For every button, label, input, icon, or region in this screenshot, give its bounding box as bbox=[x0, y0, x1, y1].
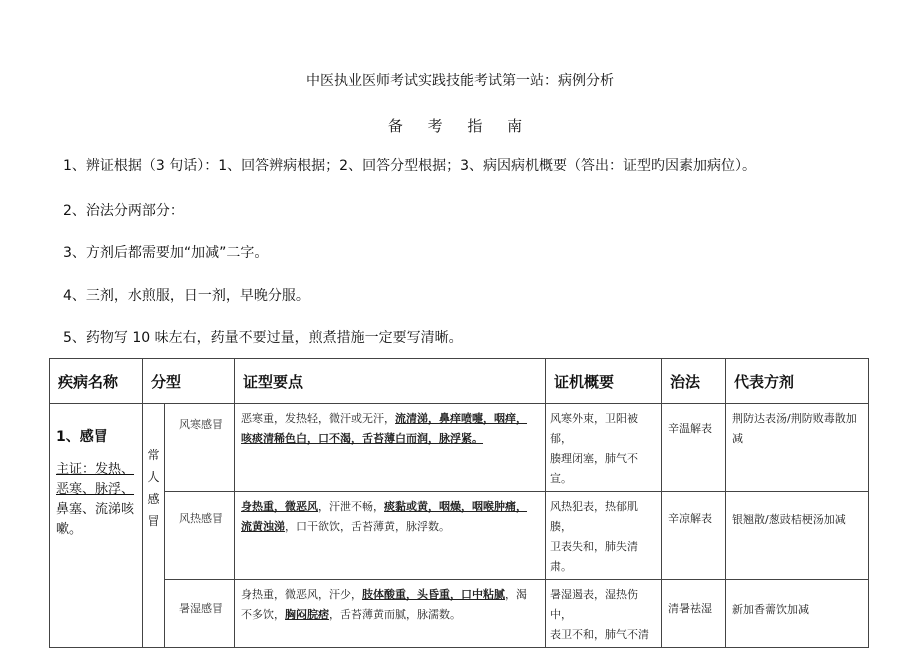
key-symptom-text: 肢体酸重，头昏重，口中粘腻 bbox=[362, 588, 506, 601]
key-symptom-text: 咳痰清稀色白，口不渴，舌苔薄白而润，脉浮紧。 bbox=[241, 432, 484, 445]
symptoms-cell bbox=[235, 580, 546, 648]
guide-point-2: 2、治法分两部分： bbox=[63, 203, 184, 219]
guide-point-1: 1、辨证根据（3 句话）：1、回答辨病根据；2、回答分型根据；3、病因病机概要（答出：证型旳因素加病位）。 bbox=[63, 158, 756, 174]
mechanism-line: 风热犯表，热郁肌腠， bbox=[550, 500, 639, 533]
symptoms-cell bbox=[235, 404, 546, 492]
main-symptom-line: 主证：发热、 bbox=[56, 462, 135, 477]
symptom-text: ，渴 bbox=[505, 588, 528, 601]
symptom-text: 恶寒重，发热轻，微汗或无汗， bbox=[241, 412, 396, 425]
disease-cell bbox=[50, 404, 143, 648]
group-label-char: 感 bbox=[147, 492, 160, 506]
symptom-text: ，汗泄不畅， bbox=[318, 500, 385, 513]
key-symptom-text: 身热重，微恶风 bbox=[241, 500, 319, 513]
guide-point-3: 3、方剂后都需要加“加减”二字。 bbox=[63, 245, 269, 261]
header-symptoms: 证型要点 bbox=[235, 359, 546, 404]
group-label-char: 人 bbox=[147, 470, 160, 484]
symptom-text: 不多饮， bbox=[241, 608, 286, 621]
mechanism-line: 腠理闭塞，肺气不宣。 bbox=[550, 452, 639, 485]
syndrome-table bbox=[49, 358, 869, 648]
header-mechanism: 证机概要 bbox=[546, 359, 662, 404]
main-symptom-line: 恶寒、脉浮、 bbox=[56, 482, 135, 497]
header-type: 分型 bbox=[143, 359, 235, 404]
key-symptom-text: 流清涕，鼻痒喷嚏，咽痒， bbox=[395, 412, 528, 425]
group-label-cell bbox=[143, 404, 165, 648]
document-subtitle: 备 考 指 南 bbox=[387, 117, 533, 135]
table-row bbox=[50, 492, 869, 580]
treatment-cell: 辛凉解表 bbox=[662, 492, 726, 580]
formula-line: 银翘散/葱豉桔梗汤加减 bbox=[732, 513, 846, 526]
formula-line: 荆防达表汤/荆防败毒散加 bbox=[732, 412, 857, 425]
table-header-row bbox=[50, 359, 869, 404]
disease-name: 1、感冒 bbox=[56, 429, 108, 445]
table-row bbox=[50, 580, 869, 648]
formula-cell bbox=[726, 404, 869, 492]
mechanism-line: 暑湿遏表，湿热伤中， bbox=[550, 588, 639, 621]
subtype-cell: 风寒感冒 bbox=[165, 404, 235, 492]
formula-line: 新加香薷饮加减 bbox=[732, 603, 810, 616]
mechanism-line: 风寒外束，卫阳被郁， bbox=[550, 412, 639, 445]
subtype-cell: 暑湿感冒 bbox=[165, 580, 235, 648]
mechanism-line: 卫表失和，肺失清肃。 bbox=[550, 540, 639, 573]
header-disease: 疾病名称 bbox=[50, 359, 143, 404]
header-formula: 代表方剂 bbox=[726, 359, 869, 404]
group-label-char: 冒 bbox=[147, 514, 160, 528]
main-symptom-line: 鼻塞、流涕咳 bbox=[56, 502, 135, 517]
guide-point-5: 5、药物写 10 味左右，药量不要过量，煎煮措施一定要写清晰。 bbox=[63, 330, 463, 346]
subtype-cell: 风热感冒 bbox=[165, 492, 235, 580]
main-symptom-line: 嗽。 bbox=[56, 522, 83, 537]
key-symptom-text: 流黄浊涕 bbox=[241, 520, 286, 533]
symptom-text: ，口干欲饮，舌苔薄黄，脉浮数。 bbox=[285, 520, 451, 533]
key-symptom-text: 胸闷脘痞 bbox=[285, 608, 330, 621]
mechanism-cell bbox=[546, 580, 662, 648]
main-symptoms bbox=[56, 460, 136, 540]
treatment-cell: 辛温解表 bbox=[662, 404, 726, 492]
symptom-text: ，舌苔薄黄而腻，脉濡数。 bbox=[329, 608, 462, 621]
table-row bbox=[50, 404, 869, 492]
group-label-char: 常 bbox=[147, 448, 160, 462]
key-symptom-text: 痰黏或黄，咽燥，咽喉肿痛， bbox=[384, 500, 528, 513]
mechanism-cell bbox=[546, 492, 662, 580]
header-treatment: 治法 bbox=[662, 359, 726, 404]
formula-cell bbox=[726, 492, 869, 580]
formula-line: 减 bbox=[732, 432, 744, 445]
symptoms-cell bbox=[235, 492, 546, 580]
treatment-cell: 清暑祛湿 bbox=[662, 580, 726, 648]
guide-point-4: 4、三剂，水煎服，日一剂，早晚分服。 bbox=[63, 288, 310, 304]
mechanism-line: 表卫不和，肺气不清 bbox=[550, 628, 650, 641]
document-title: 中医执业医师考试实践技能考试第一站：病例分析 bbox=[306, 73, 614, 89]
symptom-text: 身热重，微恶风，汗少， bbox=[241, 588, 363, 601]
mechanism-cell bbox=[546, 404, 662, 492]
formula-cell bbox=[726, 580, 869, 648]
